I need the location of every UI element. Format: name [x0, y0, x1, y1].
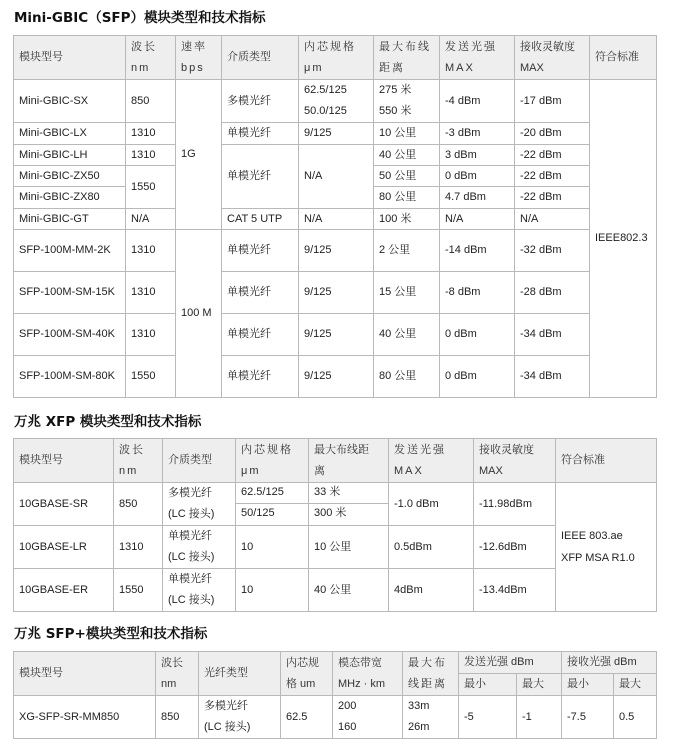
cell-model: 10GBASE-ER — [14, 569, 114, 612]
cell-medium: 单模光纤 — [222, 314, 299, 356]
cell-standard: IEEE802.3 — [590, 80, 657, 398]
header-max-distance: 最大布 线距离 — [403, 652, 459, 696]
table-row — [14, 230, 657, 272]
header-model: 模块型号 — [14, 439, 114, 483]
header-tx-power: 发送光强 MAX — [389, 439, 474, 483]
header-tx-max: 最大 — [517, 674, 562, 696]
cell-model: Mini-GBIC-GT — [14, 209, 126, 230]
header-rx-max: 最大 — [614, 674, 657, 696]
cell-rx: -32 dBm — [515, 230, 590, 272]
cell-core-spec: 9/125 — [299, 356, 374, 398]
header-tx-power: 发送光强 dBm — [459, 652, 562, 674]
cell-distance: 80 公里 — [374, 356, 440, 398]
table-row — [14, 145, 657, 166]
cell-tx-max: -1 — [517, 696, 562, 739]
cell-wavelength: 1550 — [114, 569, 163, 612]
cell-wavelength: 1310 — [126, 145, 176, 166]
table-row — [14, 314, 657, 356]
cell-distance: 33m 26m — [403, 696, 459, 739]
header-rx-sensitivity: 接收灵敏度 MAX — [474, 439, 556, 483]
cell-distance: 50 公里 — [374, 166, 440, 187]
cell-core-spec: 9/125 — [299, 314, 374, 356]
cell-modal-bandwidth: 200 160 — [333, 696, 403, 739]
header-fiber-type: 光纤类型 — [199, 652, 281, 696]
cell-model: Mini-GBIC-ZX80 — [14, 187, 126, 209]
cell-rate-100m: 100 M — [176, 230, 222, 398]
header-model: 模块型号 — [14, 652, 156, 696]
cell-wavelength: 1310 — [114, 526, 163, 569]
cell-rx: -34 dBm — [515, 356, 590, 398]
table-row — [14, 272, 657, 314]
cell-distance: 100 米 — [374, 209, 440, 230]
header-core-spec: 内芯规格 μm — [299, 36, 374, 80]
cell-distance: 40 公里 — [309, 569, 389, 612]
cell-rx: -28 dBm — [515, 272, 590, 314]
cell-core-spec: N/A — [299, 209, 374, 230]
cell-rx: -17 dBm — [515, 80, 590, 123]
cell-core-spec: 9/125 — [299, 230, 374, 272]
cell-model: SFP-100M-SM-15K — [14, 272, 126, 314]
cell-wavelength: 1310 — [126, 123, 176, 145]
section-title-xfp: 万兆 XFP 模块类型和技术指标 — [14, 414, 202, 430]
cell-distance: 275 米 550 米 — [374, 80, 440, 123]
cell-rx: -22 dBm — [515, 145, 590, 166]
cell-wavelength: 850 — [114, 483, 163, 526]
section-title-mini-gbic: Mini-GBIC（SFP）模块类型和技术指标 — [14, 10, 266, 26]
cell-medium: 单模光纤 (LC 接头) — [163, 526, 236, 569]
cell-core-spec: 62.5/125 50/125 — [236, 483, 309, 526]
header-max-distance: 最大布线 距离 — [374, 36, 440, 80]
cell-tx: 0.5dBm — [389, 526, 474, 569]
cell-tx: -1.0 dBm — [389, 483, 474, 526]
header-core-spec: 内芯规格 μm — [236, 439, 309, 483]
header-max-distance: 最大布线距 离 — [309, 439, 389, 483]
cell-tx: -14 dBm — [440, 230, 515, 272]
cell-rate-1g: 1G — [176, 80, 222, 230]
cell-tx: 0 dBm — [440, 356, 515, 398]
cell-fiber-type: 多模光纤 (LC 接头) — [199, 696, 281, 739]
cell-core-spec: 10 — [236, 569, 309, 612]
cell-medium: 单模光纤 — [222, 145, 299, 209]
section-title-sfp-plus: 万兆 SFP+模块类型和技术指标 — [14, 626, 208, 642]
cell-wavelength: 850 — [156, 696, 199, 739]
cell-distance: 40 公里 — [374, 145, 440, 166]
cell-tx: -4 dBm — [440, 80, 515, 123]
table-row — [14, 123, 657, 145]
cell-model: Mini-GBIC-LH — [14, 145, 126, 166]
header-modal-bandwidth: 模态带宽 MHz · km — [333, 652, 403, 696]
cell-medium: 单模光纤 — [222, 356, 299, 398]
header-rate: 速率 bps — [176, 36, 222, 80]
cell-core-spec: 9/125 — [299, 272, 374, 314]
cell-core-spec: 62.5/125 50.0/125 — [299, 80, 374, 123]
cell-tx: 3 dBm — [440, 145, 515, 166]
header-medium: 介质类型 — [222, 36, 299, 80]
cell-rx: -34 dBm — [515, 314, 590, 356]
header-rx-min: 最小 — [562, 674, 614, 696]
cell-wavelength: 850 — [126, 80, 176, 123]
cell-model: SFP-100M-SM-40K — [14, 314, 126, 356]
cell-rx: N/A — [515, 209, 590, 230]
cell-wavelength: N/A — [126, 209, 176, 230]
table-row — [14, 483, 657, 526]
cell-rx: -12.6dBm — [474, 526, 556, 569]
cell-core-spec: 10 — [236, 526, 309, 569]
cell-distance: 15 公里 — [374, 272, 440, 314]
cell-model: Mini-GBIC-SX — [14, 80, 126, 123]
cell-medium: 单模光纤 (LC 接头) — [163, 569, 236, 612]
cell-tx-min: -5 — [459, 696, 517, 739]
cell-rx: -13.4dBm — [474, 569, 556, 612]
cell-model: Mini-GBIC-LX — [14, 123, 126, 145]
header-wavelength: 波长 nm — [114, 439, 163, 483]
cell-tx: N/A — [440, 209, 515, 230]
cell-medium: 单模光纤 — [222, 272, 299, 314]
sfp-plus-spec-table — [13, 651, 657, 739]
cell-tx: -3 dBm — [440, 123, 515, 145]
cell-medium: 多模光纤 (LC 接头) — [163, 483, 236, 526]
table-header-row — [14, 36, 657, 80]
cell-distance: 10 公里 — [309, 526, 389, 569]
cell-model: SFP-100M-MM-2K — [14, 230, 126, 272]
cell-model: Mini-GBIC-ZX50 — [14, 166, 126, 187]
cell-rx: -22 dBm — [515, 166, 590, 187]
cell-wavelength: 1310 — [126, 272, 176, 314]
table-header-row — [14, 439, 657, 483]
table-row — [14, 209, 657, 230]
header-rx-power: 接收光强 dBm — [562, 652, 657, 674]
cell-wavelength: 1310 — [126, 230, 176, 272]
header-standard: 符合标准 — [556, 439, 657, 483]
header-medium: 介质类型 — [163, 439, 236, 483]
header-core-spec: 内芯规 格 um — [281, 652, 333, 696]
cell-model: XG-SFP-SR-MM850 — [14, 696, 156, 739]
table-row — [14, 356, 657, 398]
cell-standard: IEEE 803.ae XFP MSA R1.0 — [556, 483, 657, 612]
header-wavelength: 波长 nm — [126, 36, 176, 80]
cell-model: SFP-100M-SM-80K — [14, 356, 126, 398]
cell-distance: 10 公里 — [374, 123, 440, 145]
cell-medium: 单模光纤 — [222, 123, 299, 145]
table-row — [14, 696, 657, 739]
cell-rx: -20 dBm — [515, 123, 590, 145]
cell-rx-max: 0.5 — [614, 696, 657, 739]
cell-tx: 0 dBm — [440, 166, 515, 187]
header-standard: 符合标准 — [590, 36, 657, 80]
cell-tx: -8 dBm — [440, 272, 515, 314]
table-header-row — [14, 652, 657, 674]
cell-distance: 2 公里 — [374, 230, 440, 272]
cell-core-spec: N/A — [299, 145, 374, 209]
mini-gbic-spec-table — [13, 35, 657, 398]
cell-core-spec: 9/125 — [299, 123, 374, 145]
cell-wavelength: 1550 — [126, 356, 176, 398]
cell-rx: -11.98dBm — [474, 483, 556, 526]
cell-model: 10GBASE-LR — [14, 526, 114, 569]
table-row — [14, 80, 657, 123]
xfp-spec-table — [13, 438, 657, 612]
cell-wavelength: 1550 — [126, 166, 176, 209]
header-model: 模块型号 — [14, 36, 126, 80]
cell-medium: 多模光纤 — [222, 80, 299, 123]
cell-distance: 40 公里 — [374, 314, 440, 356]
cell-distance: 33 米 300 米 — [309, 483, 389, 526]
cell-wavelength: 1310 — [126, 314, 176, 356]
cell-model: 10GBASE-SR — [14, 483, 114, 526]
header-wavelength: 波长 nm — [156, 652, 199, 696]
cell-rx-min: -7.5 — [562, 696, 614, 739]
header-rx-sensitivity: 接收灵敏度 MAX — [515, 36, 590, 80]
header-tx-power: 发送光强 MAX — [440, 36, 515, 80]
cell-distance: 80 公里 — [374, 187, 440, 209]
cell-medium: CAT 5 UTP — [222, 209, 299, 230]
cell-tx: 4dBm — [389, 569, 474, 612]
cell-core-spec: 62.5 — [281, 696, 333, 739]
cell-tx: 4.7 dBm — [440, 187, 515, 209]
cell-tx: 0 dBm — [440, 314, 515, 356]
cell-medium: 单模光纤 — [222, 230, 299, 272]
header-tx-min: 最小 — [459, 674, 517, 696]
cell-rx: -22 dBm — [515, 187, 590, 209]
